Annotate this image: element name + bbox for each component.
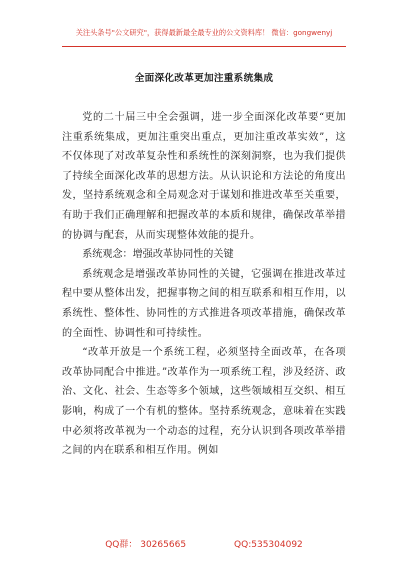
header-banner: 关注头条号"公文研究"，获得最新最全最专业的公文资料库！ 微信：gongwenyj <box>75 28 333 37</box>
intro-paragraph: 党的二十届三中全会强调，进一步全面深化改革要“更加注重系统集成，更加注重突出重点，更加注重改革实效”，这不仅体现了对改革复杂性和系统性的深刻洞察，也为我们提供了持续全面深化改革的思想方法。从认识论和方法论的角度出发，坚持系统观念和全局观念对于谋划和推进改革至关重要，有助于我们正确理解和把握改革的本质和规律，确保改革举措的协调与配套，从而实现整体效能的提升。 <box>62 112 346 241</box>
section-paragraph: “改革开放是一个系统工程，必须坚持全面改革，在各项改革协同配合中推进。”改革作为一项系统工程，涉及经济、政治、文化、社会、生态等多个领域，这些领域相互交织、相互影响，构成了一个有机的整体。坚持系统观念，意味着在实践中必须将改革视为一个动态的过程，充分认识到各项改革举措之间的内在联系和相互作用。例如 <box>62 347 346 457</box>
section-heading: 系统观念：增强改革协同性的关键 <box>82 249 234 261</box>
document-body <box>62 108 346 461</box>
document-title: 全面深化改革更加注重系统集成 <box>134 73 274 84</box>
footer-qq-number: QQ:535304092 <box>234 540 303 550</box>
header-divider <box>62 46 346 47</box>
section-paragraph: 系统观念是增强改革协同性的关键，它强调在推进改革过程中要从整体出发，把握事物之间的相互联系和相互作用，以系统性、整体性、协同性的方式推进各项改革措施，确保改革的全面性、协调性和可持续性。 <box>62 268 346 339</box>
footer-qq-group: QQ群： 30265665 <box>105 540 187 550</box>
footer-contact <box>0 537 408 550</box>
